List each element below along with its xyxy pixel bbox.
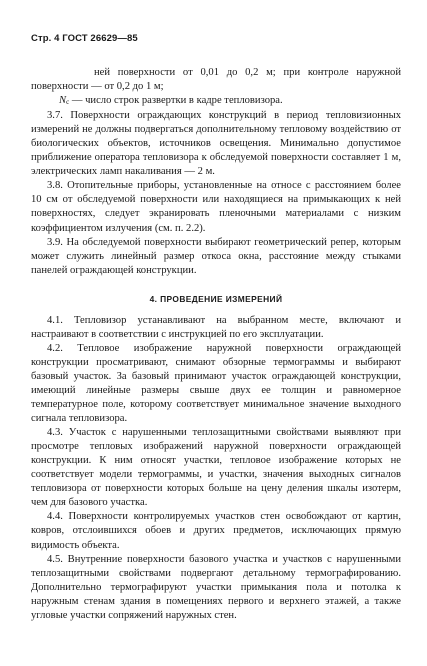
page-header: Стр. 4 ГОСТ 26629—85 bbox=[31, 33, 138, 44]
paragraph-4-4: 4.4. Поверхности контролируемых участков стен освобождают от картин, ковров, отслоившихся обоев и других предметов, исключающих прямую видимость объекта. bbox=[31, 511, 401, 551]
paragraph-continuation: ней поверхности от 0,01 до 0,2 м; при контроле наружной поверхности — от 0,2 до 1 м; bbox=[31, 67, 401, 93]
paragraph-3-8: 3.8. Отопительные приборы, установленные на относе с расстоянием более 10 см от обследуемой поверхности или находящиеся на примыкающих к ней поверхностях, следует экранировать пленочными материалами с низким коэффициентом излучения (см. п. 2.2). bbox=[31, 180, 401, 234]
symbol-n: N bbox=[59, 95, 67, 107]
paragraph-4-5: 4.5. Внутренние поверхности базового участка и участков с нарушенными теплозащитными свойствами подвергают детальному термографированию. Дополнительно термографируют участки примыкания пола и потолка к наружным стенам здания в помещениях первого и верхнего этажей, а также угловые участки сопряжений наружных стен. bbox=[31, 553, 401, 621]
section-title: 4. ПРОВЕДЕНИЕ ИЗМЕРЕНИЙ bbox=[149, 293, 283, 304]
symbol-definition bbox=[31, 94, 401, 109]
paragraph-4-2: 4.2. Тепловое изображение наружной поверхности ограждающей конструкции просматривают, снимают обзорные термограммы и выбирают базовый участок. За базовый принимают участок ограждающей конструкции, имеющий линейные размеры свыше двух ее толщин и равномерное температурное поле, которому соответствует минимальное значение выходного сигнала тепловизора. bbox=[31, 342, 401, 425]
document-body bbox=[31, 66, 401, 623]
symbol-definition-text: — число строк развертки в кадре тепловизора. bbox=[69, 95, 283, 107]
paragraph-4-3: 4.3. Участок с нарушенными теплозащитными свойствами выявляют при просмотре тепловых изображений наружной поверхности ограждающей конструкции. К ним относят участки, тепловое изображение которых не соответствует модели термограммы, и участки, значения выходных сигналов тепловизора от поверхности которых больше на цену деления шкалы изотерм, чем для базового участка. bbox=[31, 427, 401, 509]
paragraph-4-1: 4.1. Тепловизор устанавливают на выбранном месте, включают и настраивают в соответствии с инструкцией по его эксплуатации. bbox=[31, 314, 401, 340]
symbol-subscript: с bbox=[66, 98, 70, 107]
paragraph-3-9: 3.9. На обследуемой поверхности выбирают геометрический репер, которым может служить линейный размер откоса окна, расстояние между стыками панелей ограждающей конструкции. bbox=[31, 236, 401, 276]
paragraph-3-7: 3.7. Поверхности ограждающих конструкций в период тепловизионных измерений не должны подвергаться дополнительному тепловому воздействию от биологических объектов, источников освещения. Минимально допустимое приближение оператора тепловизора к обследуемой поверхности составляет 1 м, электрических ламп накаливания — 2 м. bbox=[31, 110, 401, 178]
